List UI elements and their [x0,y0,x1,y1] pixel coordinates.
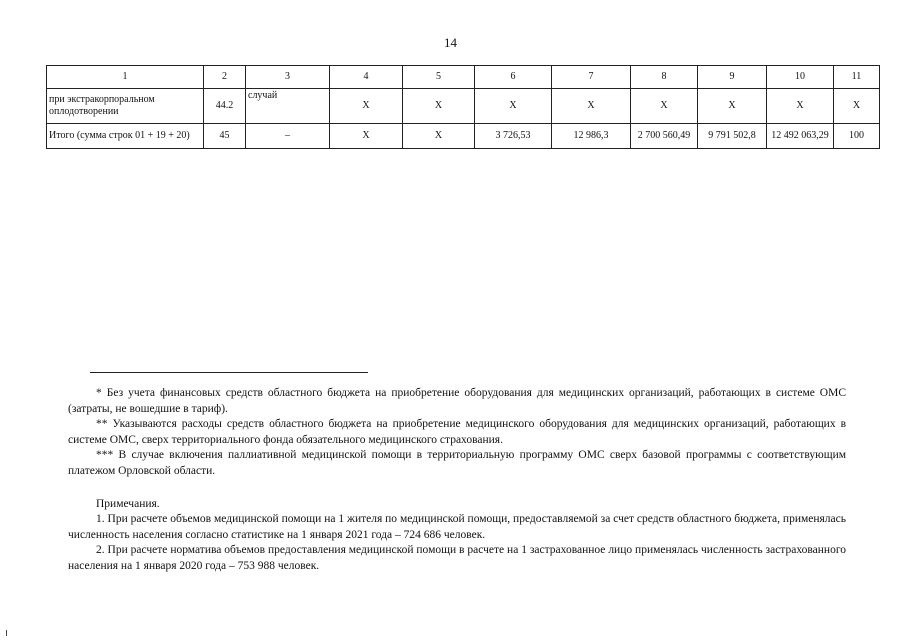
scan-margin-mark [6,630,7,636]
footnote-2: ** Указываются расходы средств областного бюджета на приобретение медицинского оборудования для медицинских организаций, работающих в системе ОМС, сверх территориального фонда обязательного медицинского страхования. [68,418,846,446]
table-cell: 12 492 063,29 [767,124,834,149]
column-number: 9 [698,66,767,89]
notes-heading: Примечания. [96,497,160,510]
table-cell: 12 986,3 [552,124,631,149]
column-number: 5 [403,66,475,89]
table-cell: Х [767,89,834,124]
column-number: 2 [204,66,246,89]
footnote-1: * Без учета финансовых средств областного бюджета на приобретение оборудования для медицинских организаций, работающих в системе ОМС (затраты, не вошедшие в тариф). [68,387,846,415]
table-cell: Х [330,124,403,149]
column-number: 1 [47,66,204,89]
table-cell: Х [698,89,767,124]
table-cell: Х [631,89,698,124]
page-number: 14 [444,35,457,50]
column-number: 11 [834,66,880,89]
table-cell: Х [403,89,475,124]
table-cell: 2 700 560,49 [631,124,698,149]
column-number: 4 [330,66,403,89]
table-cell: Х [475,89,552,124]
table-cell: 45 [204,124,246,149]
table-cell: 100 [834,124,880,149]
table-cell: Х [552,89,631,124]
table-cell: – [246,124,330,149]
table-cell: случай [246,89,330,124]
notes-section [68,386,846,575]
table-row-total [47,124,880,149]
table-cell: 3 726,53 [475,124,552,149]
table-cell: Х [403,124,475,149]
column-number: 7 [552,66,631,89]
column-number: 3 [246,66,330,89]
footnote-3: *** В случае включения паллиативной медицинской помощи в территориальную программу ОМС сверх базовой программы с соответствующим платежом Орловской области. [68,449,846,477]
column-number: 10 [767,66,834,89]
footnote-divider [90,372,368,373]
table-header-row [47,66,880,89]
column-number: 8 [631,66,698,89]
table-cell: Х [330,89,403,124]
row-label: при экстракорпоральном оплодотворении [47,89,204,124]
note-1: 1. При расчете объемов медицинской помощи на 1 жителя по медицинской помощи, предоставляемой за счет средств областного бюджета, применялась численность населения согласно статистике на 1 января 2021 года – 724 686 человек. [68,513,846,541]
column-number: 6 [475,66,552,89]
table-cell: Х [834,89,880,124]
data-table [46,65,880,149]
row-label: Итого (сумма строк 01 + 19 + 20) [47,124,204,149]
table-row [47,89,880,124]
note-2: 2. При расчете норматива объемов предоставления медицинской помощи в расчете на 1 застрахованное лицо применялась численность застрахованного населения на 1 января 2020 года – 753 988 человек. [68,544,846,572]
table-cell: 44.2 [204,89,246,124]
table-cell: 9 791 502,8 [698,124,767,149]
